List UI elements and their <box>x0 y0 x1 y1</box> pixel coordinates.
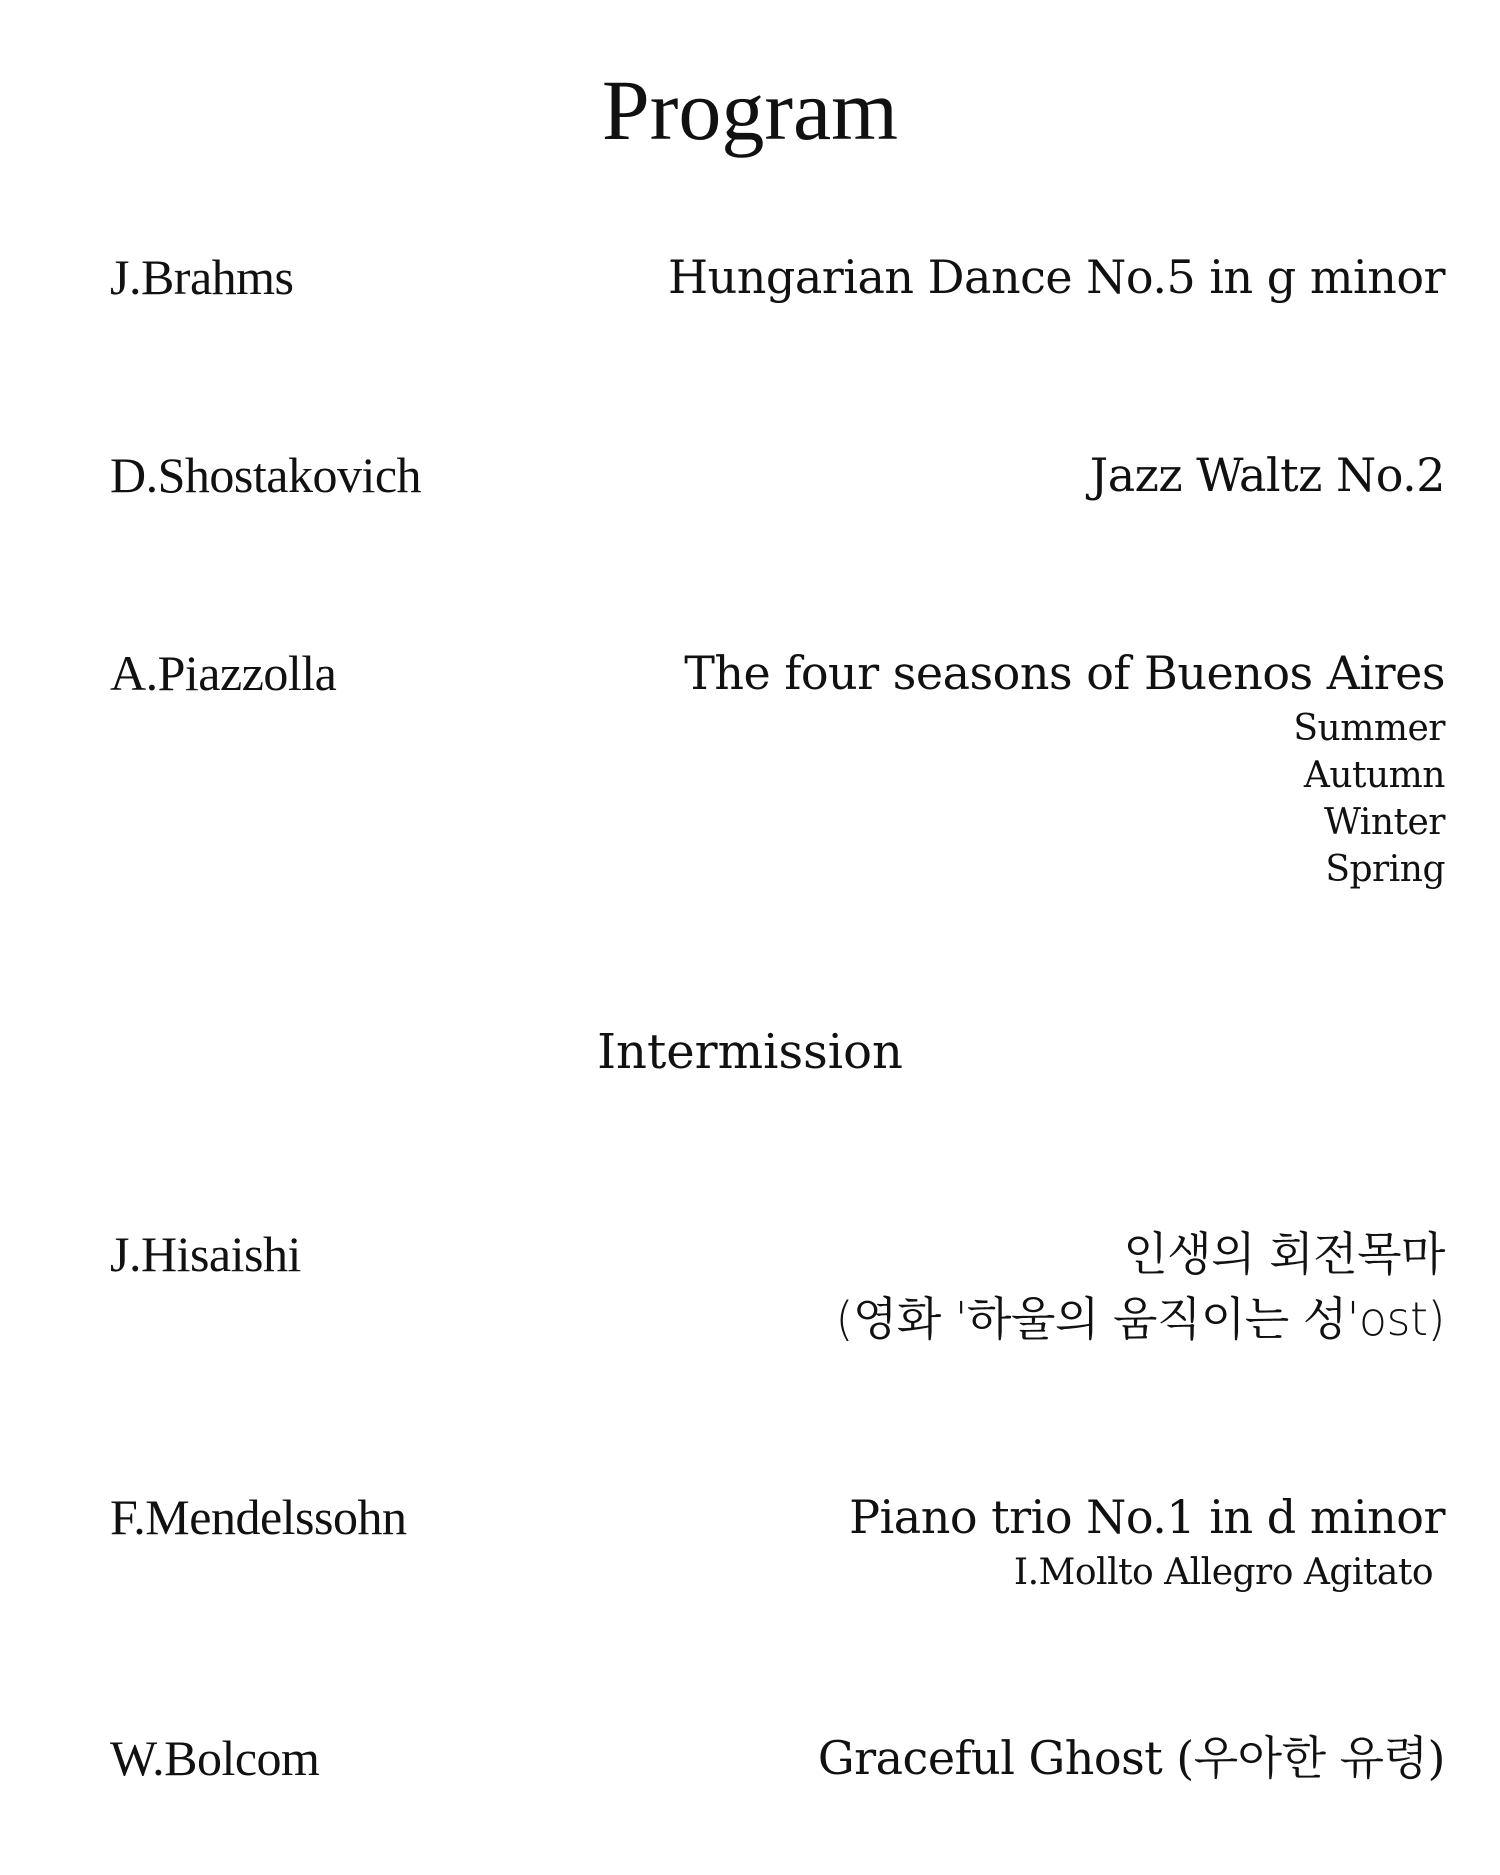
composer-name: A.Piazzolla <box>110 645 337 701</box>
movement-1: I.Mollto Allegro Agitato <box>1013 1552 1433 1593</box>
movement-autumn: Autumn <box>1303 755 1445 796</box>
composer-name: W.Bolcom <box>110 1730 320 1786</box>
work-title: 인생의 회전목마 <box>1123 1227 1445 1281</box>
composer-name: J.Brahms <box>110 249 294 305</box>
work-block <box>835 1222 1445 1352</box>
work-title: Piano trio No.1 in d minor <box>849 1490 1445 1544</box>
work-title: Hungarian Dance No.5 in g minor <box>668 250 1445 304</box>
page-title: Program <box>601 62 899 158</box>
work-title: The four seasons of Buenos Aires <box>684 646 1445 700</box>
work-title: Graceful Ghost (우아한 유령) <box>817 1731 1445 1785</box>
intermission-label: Intermission <box>597 1024 903 1080</box>
composer-name: F.Mendelssohn <box>110 1489 407 1545</box>
composer-name: J.Hisaishi <box>110 1226 301 1282</box>
work-block <box>849 1485 1445 1596</box>
work-block <box>684 641 1445 893</box>
movement-winter: Winter <box>1323 802 1445 843</box>
movement-spring: Spring <box>1325 849 1445 890</box>
work-title: Jazz Waltz No.2 <box>1089 448 1445 502</box>
composer-name: D.Shostakovich <box>110 447 422 503</box>
work-subtitle: (영화 '하울의 움직이는 성'ost) <box>835 1292 1445 1346</box>
movement-summer: Summer <box>1293 708 1445 749</box>
